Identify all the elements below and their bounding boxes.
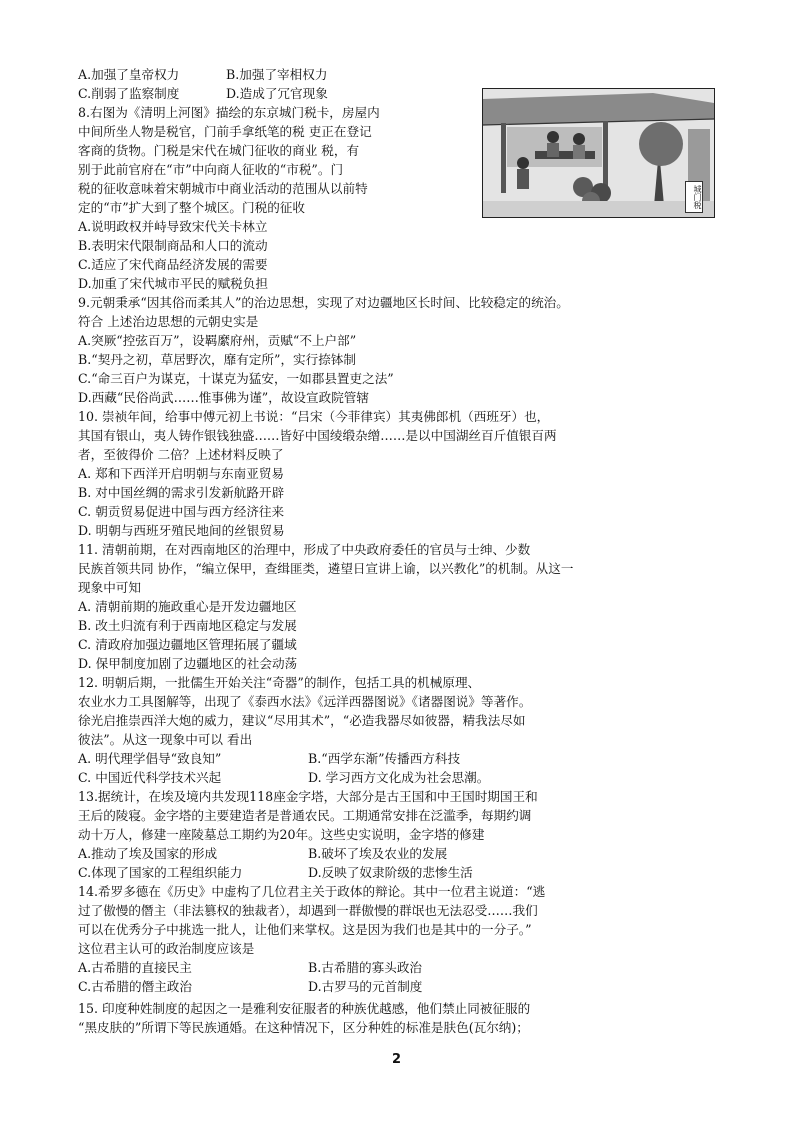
q9-stem-line: 符合 上述治边思想的元朝史实是: [78, 314, 259, 329]
q12-option-b: B.“西学东渐”传播西方科技: [308, 751, 461, 766]
q10-option-d: D. 明朝与西班牙殖民地间的丝银贸易: [78, 523, 285, 538]
q7-option-b: B.加强了宰相权力: [226, 67, 328, 82]
tax-gate-sign: 城门税: [685, 181, 703, 213]
q8-stem-line: 8.右图为《清明上河图》描绘的东京城门税卡，房屋内: [78, 105, 380, 120]
q14-stem-line: 可以在优秀分子中挑选一批人，让他们来掌权。这是因为我们也是其中的一分子。”: [78, 922, 532, 937]
q14-stem-line: 14.希罗多德在《历史》中虚构了几位君主关于政体的辩论。其中一位君主说道：“逃: [78, 884, 546, 899]
q15-stem-line: “黑皮肤的”所谓下等民族通婚。在这种情况下，区分种姓的标准是肤色(瓦尔纳)；: [78, 1020, 529, 1035]
q12-stem-line: 12. 明朝后期，一批儒生开始关注“奇器”的制作，包括工具的机械原理、: [78, 675, 481, 690]
q12-stem-line: 徐光启推崇西洋大炮的威力，建议“尽用其术”，“必造我器尽如彼器，精我法尽如: [78, 713, 526, 728]
q12-option-a: A. 明代理学倡导“致良知”: [78, 751, 222, 766]
q9-option-a: A.突厥“控弦百万”，设羁縻府州，贡赋“不上户部”: [78, 333, 357, 348]
q14-option-b: B.古希腊的寡头政治: [308, 960, 423, 975]
q11-stem-line: 民族首领共同 协作，“编立保甲，查缉匪类，遴望日宣讲上谕，以兴教化”的机制。从这一: [78, 561, 574, 576]
q11-option-b: B. 改土归流有利于西南地区稳定与发展: [78, 618, 297, 633]
q8-option-d: D.加重了宋代城市平民的赋税负担: [78, 276, 268, 291]
q13-stem-line: 13.据统计，在埃及境内共发现118座金字塔，大部分是古王国和中王国时期国王和: [78, 789, 538, 804]
q15-stem-line: 15. 印度种姓制度的起因之一是雅利安征服者的种族优越感，他们禁止同被征服的: [78, 1001, 531, 1016]
q14-option-a: A.古希腊的直接民主: [78, 960, 192, 975]
q10-stem-line: 其国有银山，夷人铸作银钱独盛……皆好中国绫缎杂缯……是以中国湖丝百斤值银百两: [78, 428, 557, 443]
q9-stem-line: 9.元朝秉承“因其俗而柔其人”的治边思想，实现了对边疆地区长时间、比较稳定的统治。: [78, 295, 569, 310]
q11-option-d: D. 保甲制度加剧了边疆地区的社会动荡: [78, 656, 298, 671]
qingming-painting-figure: [482, 88, 715, 218]
q7-option-a: A.加强了皇帝权力: [78, 67, 180, 82]
q9-option-c: C.“命三百户为谋克，十谋克为猛安，一如郡县置吏之法”: [78, 371, 394, 386]
q14-option-c: C.古希腊的僭主政治: [78, 979, 192, 994]
q11-stem-line: 11. 清朝前期，在对西南地区的治理中，形成了中央政府委任的官员与士绅、少数: [78, 542, 531, 557]
q13-option-c: C.体现了国家的工程组织能力: [78, 865, 243, 880]
q12-option-d: D. 学习西方文化成为社会思潮。: [308, 770, 490, 785]
q10-option-c: C. 朝贡贸易促进中国与西方经济往来: [78, 504, 285, 519]
tax-gate-illustration: [483, 89, 714, 217]
q8-option-c: C.适应了宋代商品经济发展的需要: [78, 257, 268, 272]
q13-stem-line: 王后的陵寝。金字塔的主要建造者是普通农民。工期通常安排在泛滥季，每期约调: [78, 808, 532, 823]
q7-option-d: D.造成了冗官现象: [226, 86, 328, 101]
q8-stem-line: 客商的货物。门税是宋代在城门征收的商业 税，有: [78, 143, 360, 158]
q11-option-c: C. 清政府加强边疆地区管理拓展了疆域: [78, 637, 297, 652]
q10-option-a: A. 郑和下西洋开启明朝与东南亚贸易: [78, 466, 285, 481]
q7-option-c: C.削弱了监察制度: [78, 86, 180, 101]
page-number: 2: [392, 1052, 402, 1067]
q14-stem-line: 这位君主认可的政治制度应该是: [78, 941, 255, 956]
q8-stem-line: 别于此前官府在“市”中向商人征收的“市税”。门: [78, 162, 344, 177]
q8-stem-line: 中间所坐人物是税官，门前手拿纸笔的税 吏正在登记: [78, 124, 372, 139]
q8-option-a: A.说明政权并峙导致宋代关卡林立: [78, 219, 268, 234]
q9-option-b: B.“契丹之初，草居野次，靡有定所”，实行捺钵制: [78, 352, 357, 367]
q14-stem-line: 过了傲慢的僭主（非法篡权的独裁者），却遇到一群傲慢的群氓也无法忍受……我们: [78, 903, 538, 918]
q11-option-a: A. 清朝前期的施政重心是开发边疆地区: [78, 599, 297, 614]
q8-stem-line: 税的征收意味着宋朝城市中商业活动的范围从以前特: [78, 181, 368, 196]
q10-stem-line: 者，至彼得价 二倍？上述材料反映了: [78, 447, 284, 462]
q12-option-c: C. 中国近代科学技术兴起: [78, 770, 222, 785]
q11-stem-line: 现象中可知: [78, 580, 141, 595]
q14-option-d: D.古罗马的元首制度: [308, 979, 423, 994]
q9-option-d: D.西藏“民俗尚武……惟事佛为谨”，故设宣政院管辖: [78, 390, 369, 405]
q13-option-a: A.推动了埃及国家的形成: [78, 846, 218, 861]
q13-option-d: D.反映了奴隶阶级的悲惨生活: [308, 865, 473, 880]
q13-stem-line: 动十万人，修建一座陵墓总工期约为20年。这些史实说明，金字塔的修建: [78, 827, 485, 842]
q12-stem-line: 农业水力工具图解等，出现了《泰西水法》《远洋西器图说》《诸器图说》等著作。: [78, 694, 532, 709]
q10-stem-line: 10. 崇祯年间，给事中傅元初上书说：“吕宋（今菲律宾）其夷佛郎机（西班牙）也，: [78, 409, 550, 424]
q8-stem-line: 定的“市”扩大到了整个城区。门税的征收: [78, 200, 305, 215]
q8-option-b: B.表明宋代限制商品和人口的流动: [78, 238, 268, 253]
q13-option-b: B.破坏了埃及农业的发展: [308, 846, 448, 861]
q10-option-b: B. 对中国丝绸的需求引发新航路开辟: [78, 485, 285, 500]
q12-stem-line: 彼法”。从这一现象中可以 看出: [78, 732, 253, 747]
